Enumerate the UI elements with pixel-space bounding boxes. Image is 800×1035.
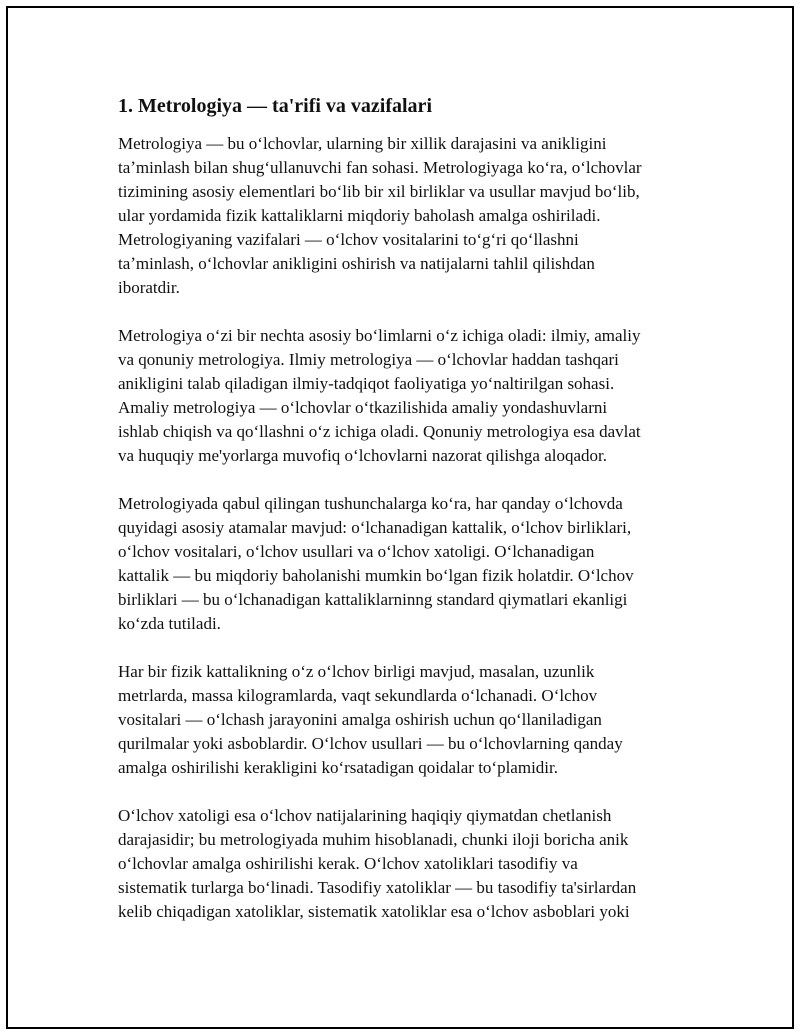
section-heading: 1. Metrologiya — ta'rifi va vazifalari: [118, 95, 432, 117]
text-line: birliklari — bu oʻlchanadigan kattaliklarninng standard qiymatlari ekanligi: [118, 590, 628, 609]
text-line: tizimining asosiy elementlari boʻlib bir xil birliklar va usullar mavjud boʻlib,: [118, 182, 640, 201]
document-body: [118, 92, 698, 948]
text-line: ular yordamida fizik kattaliklarni miqdoriy baholash amalga oshiriladi.: [118, 206, 601, 225]
text-line: Oʻlchov xatoligi esa oʻlchov natijalarining haqiqiy qiymatdan chetlanish: [118, 806, 612, 825]
paragraph-units: [118, 660, 698, 780]
text-line: va qonuniy metrologiya. Ilmiy metrologiya — oʻlchovlar haddan tashqari: [118, 350, 619, 369]
text-line: anikligini talab qiladigan ilmiy-tadqiqot faoliyatiga yoʻnaltirilgan sohasi.: [118, 374, 615, 393]
text-line: quyidagi asosiy atamalar mavjud: oʻlchanadigan kattalik, oʻlchov birliklari,: [118, 518, 632, 537]
paragraph-errors: [118, 804, 698, 924]
text-line: darajasidir; bu metrologiyada muhim hisoblanadi, chunki iloji boricha anik: [118, 830, 629, 849]
text-line: Metrologiyaning vazifalari — oʻlchov vositalarini toʻgʻri qoʻllashni: [118, 230, 579, 249]
text-line: Amaliy metrologiya — oʻlchovlar oʻtkazilishida amaliy yondashuvlarni: [118, 398, 608, 417]
text-line: vositalari — oʻlchash jarayonini amalga oshirish uchun qoʻllaniladigan: [118, 710, 602, 729]
text-line: va huquqiy me'yorlarga muvofiq oʻlchovlarni nazorat qilishga aloqador.: [118, 446, 608, 465]
text-line: qurilmalar yoki asboblardir. Oʻlchov usullari — bu oʻlchovlarning qanday: [118, 734, 623, 753]
paragraph-definition: [118, 132, 698, 300]
text-line: Metrologiya oʻzi bir nechta asosiy boʻlimlarni oʻz ichiga oladi: ilmiy, amaliy: [118, 326, 641, 345]
text-line: ishlab chiqish va qoʻllashni oʻz ichiga oladi. Qonuniy metrologiya esa davlat: [118, 422, 641, 441]
text-line: Har bir fizik kattalikning oʻz oʻlchov birligi mavjud, masalan, uzunlik: [118, 662, 595, 681]
text-line: Metrologiyada qabul qilingan tushunchalarga koʻra, har qanday oʻlchovda: [118, 494, 623, 513]
paragraph-branches: [118, 324, 698, 468]
text-line: taʼminlash bilan shugʻullanuvchi fan sohasi. Metrologiyaga koʻra, oʻlchovlar: [118, 158, 642, 177]
text-line: Metrologiya — bu oʻlchovlar, ularning bir xillik darajasini va anikligini: [118, 134, 607, 153]
text-line: kelib chiqadigan xatoliklar, sistematik xatoliklar esa oʻlchov asboblari yoki: [118, 902, 630, 921]
text-line: kattalik — bu miqdoriy baholanishi mumkin boʻlgan fizik holatdir. Oʻlchov: [118, 566, 634, 585]
text-line: amalga oshirilishi kerakligini koʻrsatadigan qoidalar toʻplamidir.: [118, 758, 558, 777]
text-line: sistematik turlarga boʻlinadi. Tasodifiy xatoliklar — bu tasodifiy ta'sirlardan: [118, 878, 637, 897]
paragraph-terms: [118, 492, 698, 636]
text-line: taʼminlash, oʻlchovlar anikligini oshirish va natijalarni tahlil qilishdan: [118, 254, 595, 273]
text-line: metrlarda, massa kilogramlarda, vaqt sekundlarda oʻlchanadi. Oʻlchov: [118, 686, 598, 705]
text-line: koʻzda tutiladi.: [118, 614, 221, 633]
text-line: iboratdir.: [118, 278, 180, 297]
text-line: oʻlchovlar amalga oshirilishi kerak. Oʻlchov xatoliklari tasodifiy va: [118, 854, 578, 873]
text-line: oʻlchov vositalari, oʻlchov usullari va oʻlchov xatoligi. Oʻlchanadigan: [118, 542, 595, 561]
